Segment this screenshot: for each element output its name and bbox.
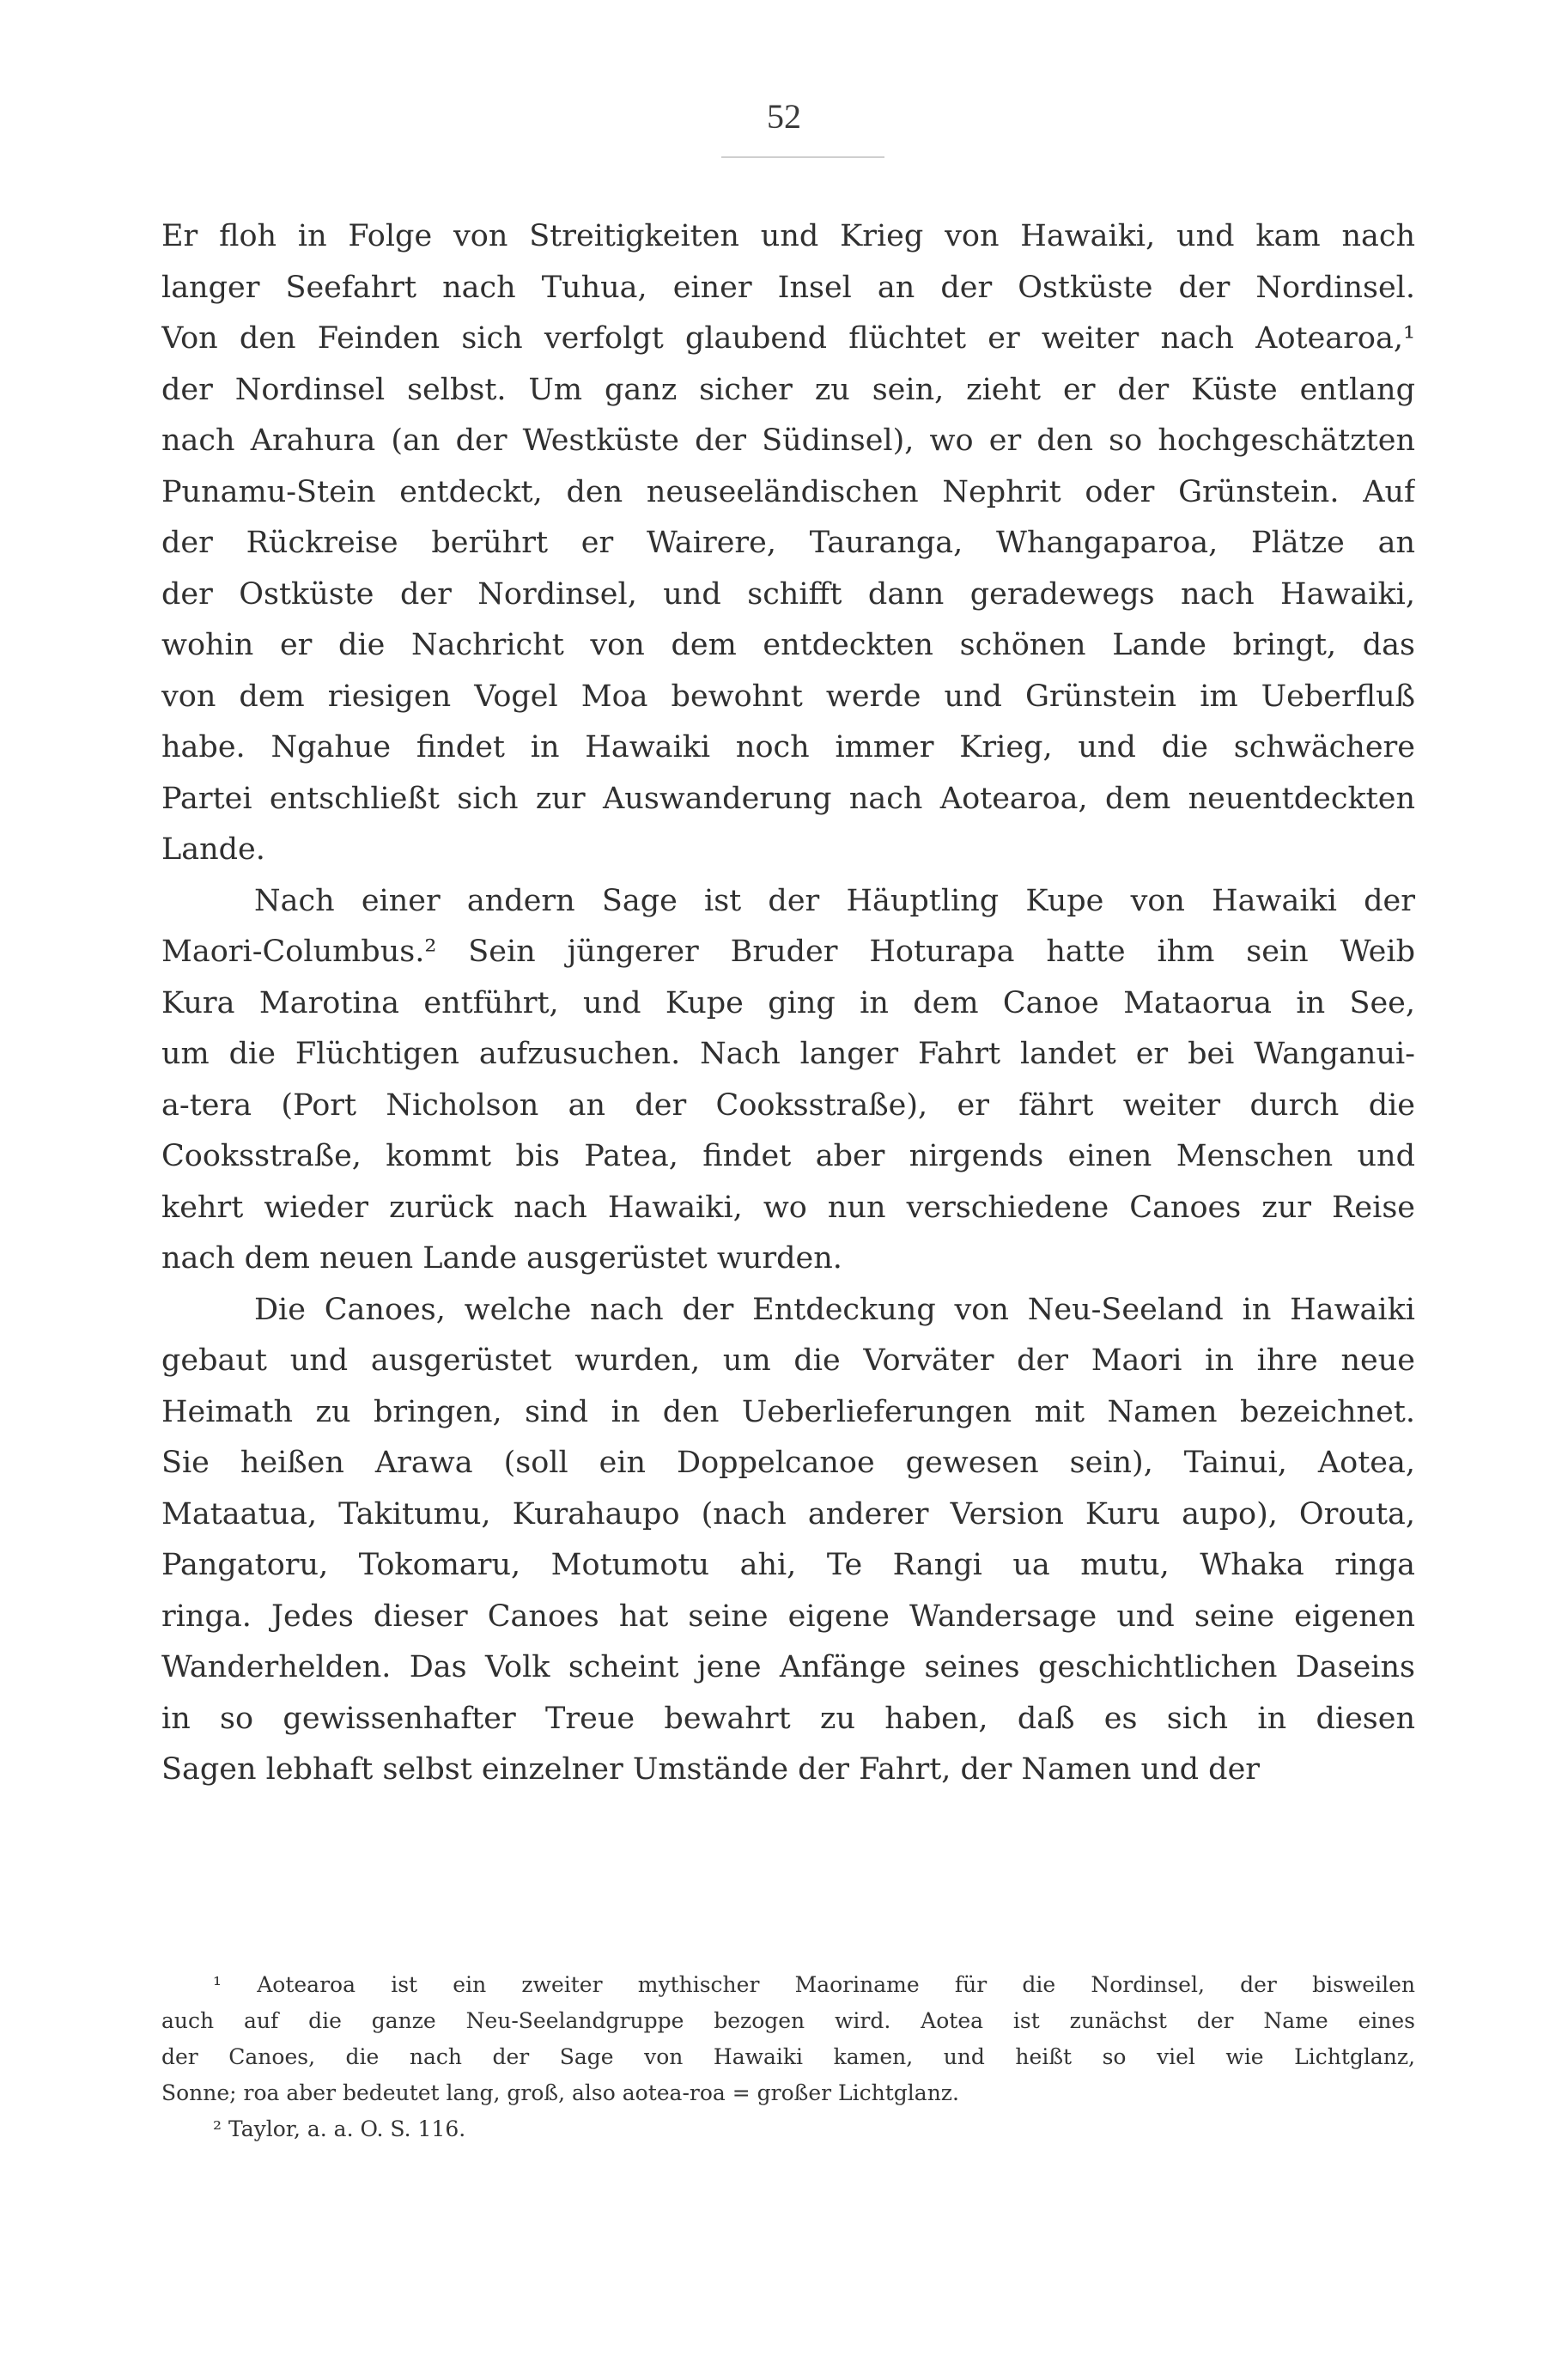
text-line: Punamu-Stein entdeckt, den neuseeländischen Nephrit oder Grünstein. Auf (161, 474, 1415, 509)
text-line: wohin er die Nachricht von dem entdeckten schönen Lande bringt, das (161, 628, 1415, 662)
text-line: ringa. Jedes dieser Canoes hat seine eigene Wandersage und seine eigenen (161, 1599, 1415, 1634)
text-line: gebaut und ausgerüstet wurden, um die Vorväter der Maori in ihre neue (161, 1343, 1415, 1378)
text-line: a-tera (Port Nicholson an der Cooksstraße), er fährt weiter durch die (161, 1087, 1415, 1123)
text-line: der Nordinsel selbst. Um ganz sicher zu sein, zieht er der Küste entlang (161, 372, 1415, 407)
paragraph (161, 876, 1415, 1285)
text-line: Sie heißen Arawa (soll ein Doppelcanoe gewesen sein), Tainui, Aotea, (161, 1446, 1415, 1480)
paragraph (161, 211, 1415, 876)
text-line: Wanderhelden. Das Volk scheint jene Anfänge seines geschichtlichen Daseins (161, 1650, 1415, 1684)
text-line: um die Flüchtigen aufzusuchen. Nach langer Fahrt landet er bei Wanganui- (161, 1037, 1415, 1071)
text-line: Die Canoes, welche nach der Entdeckung von Neu-Seeland in Hawaiki (254, 1292, 1415, 1327)
footnote (161, 2111, 1415, 2147)
text-line: langer Seefahrt nach Tuhua, einer Insel an der Ostküste der Nordinsel. (161, 270, 1415, 305)
header-rule (721, 156, 884, 158)
text-line: Nach einer andern Sage ist der Häuptling Kupe von Hawaiki der (254, 883, 1415, 918)
text-line: Pangatoru, Tokomaru, Motumotu ahi, Te Rangi ua mutu, Whaka ringa (161, 1548, 1415, 1582)
footnote-line: auch auf die ganze Neu-Seelandgruppe bezogen wird. Aotea ist zunächst der Name eines (161, 2008, 1415, 2033)
text-line: Heimath zu bringen, sind in den Ueberlieferungen mit Namen bezeichnet. (161, 1394, 1415, 1429)
text-line: Sagen lebhaft selbst einzelner Umstände der Fahrt, der Namen und der (161, 1752, 1261, 1787)
text-line: Mataatua, Takitumu, Kurahaupo (nach anderer Version Kuru aupo), Orouta, (161, 1496, 1415, 1532)
text-line: von dem riesigen Vogel Moa bewohnt werde und Grünstein im Ueberfluß (161, 679, 1415, 714)
text-line: der Rückreise berührt er Wairere, Tauranga, Whangaparoa, Plätze an (161, 526, 1415, 560)
text-line: kehrt wieder zurück nach Hawaiki, wo nun verschiedene Canoes zur Reise (161, 1190, 1415, 1225)
text-line: Er floh in Folge von Streitigkeiten und Krieg von Hawaiki, und kam nach (161, 219, 1415, 253)
text-line: der Ostküste der Nordinsel, und schifft dann geradewegs nach Hawaiki, (161, 576, 1415, 612)
text-line: Kura Marotina entführt, und Kupe ging in dem Canoe Mataorua in See, (161, 985, 1415, 1020)
text-line: Maori-Columbus.² Sein jüngerer Bruder Hoturapa hatte ihm sein Weib (161, 935, 1415, 969)
text-line: habe. Ngahue findet in Hawaiki noch immer Krieg, und die schwächere (161, 730, 1415, 764)
text-line: Cooksstraße, kommt bis Patea, findet aber nirgends einen Menschen und (161, 1139, 1415, 1173)
text-line: Lande. (161, 832, 265, 867)
text-line: Partei entschließt sich zur Auswanderung nach Aotearoa, dem neuentdeckten (161, 781, 1415, 816)
footnotes (161, 1967, 1415, 2147)
text-line: nach dem neuen Lande ausgerüstet wurden. (161, 1241, 842, 1276)
text-line: in so gewissenhafter Treue bewahrt zu haben, daß es sich in diesen (161, 1701, 1415, 1736)
footnote-line: ¹ Aotearoa ist ein zweiter mythischer Maoriname für die Nordinsel, der bisweilen (213, 1972, 1415, 1997)
footnote-line: Sonne; roa aber bedeutet lang, groß, also aotea-roa = großer Lichtglanz. (161, 2080, 959, 2105)
text-line: Von den Feinden sich verfolgt glaubend flüchtet er weiter nach Aotearoa,¹ (161, 321, 1415, 356)
footnote-line: der Canoes, die nach der Sage von Hawaiki kamen, und heißt so viel wie Lichtglanz, (161, 2044, 1415, 2069)
footnote (161, 1967, 1415, 2111)
text-line: nach Arahura (an der Westküste der Südinsel), wo er den so hochgeschätzten (161, 423, 1415, 458)
footnote-line: ² Taylor, a. a. O. S. 116. (213, 2116, 466, 2141)
page-number: 52 (767, 97, 801, 136)
body-text (161, 211, 1415, 1796)
paragraph (161, 1285, 1415, 1796)
